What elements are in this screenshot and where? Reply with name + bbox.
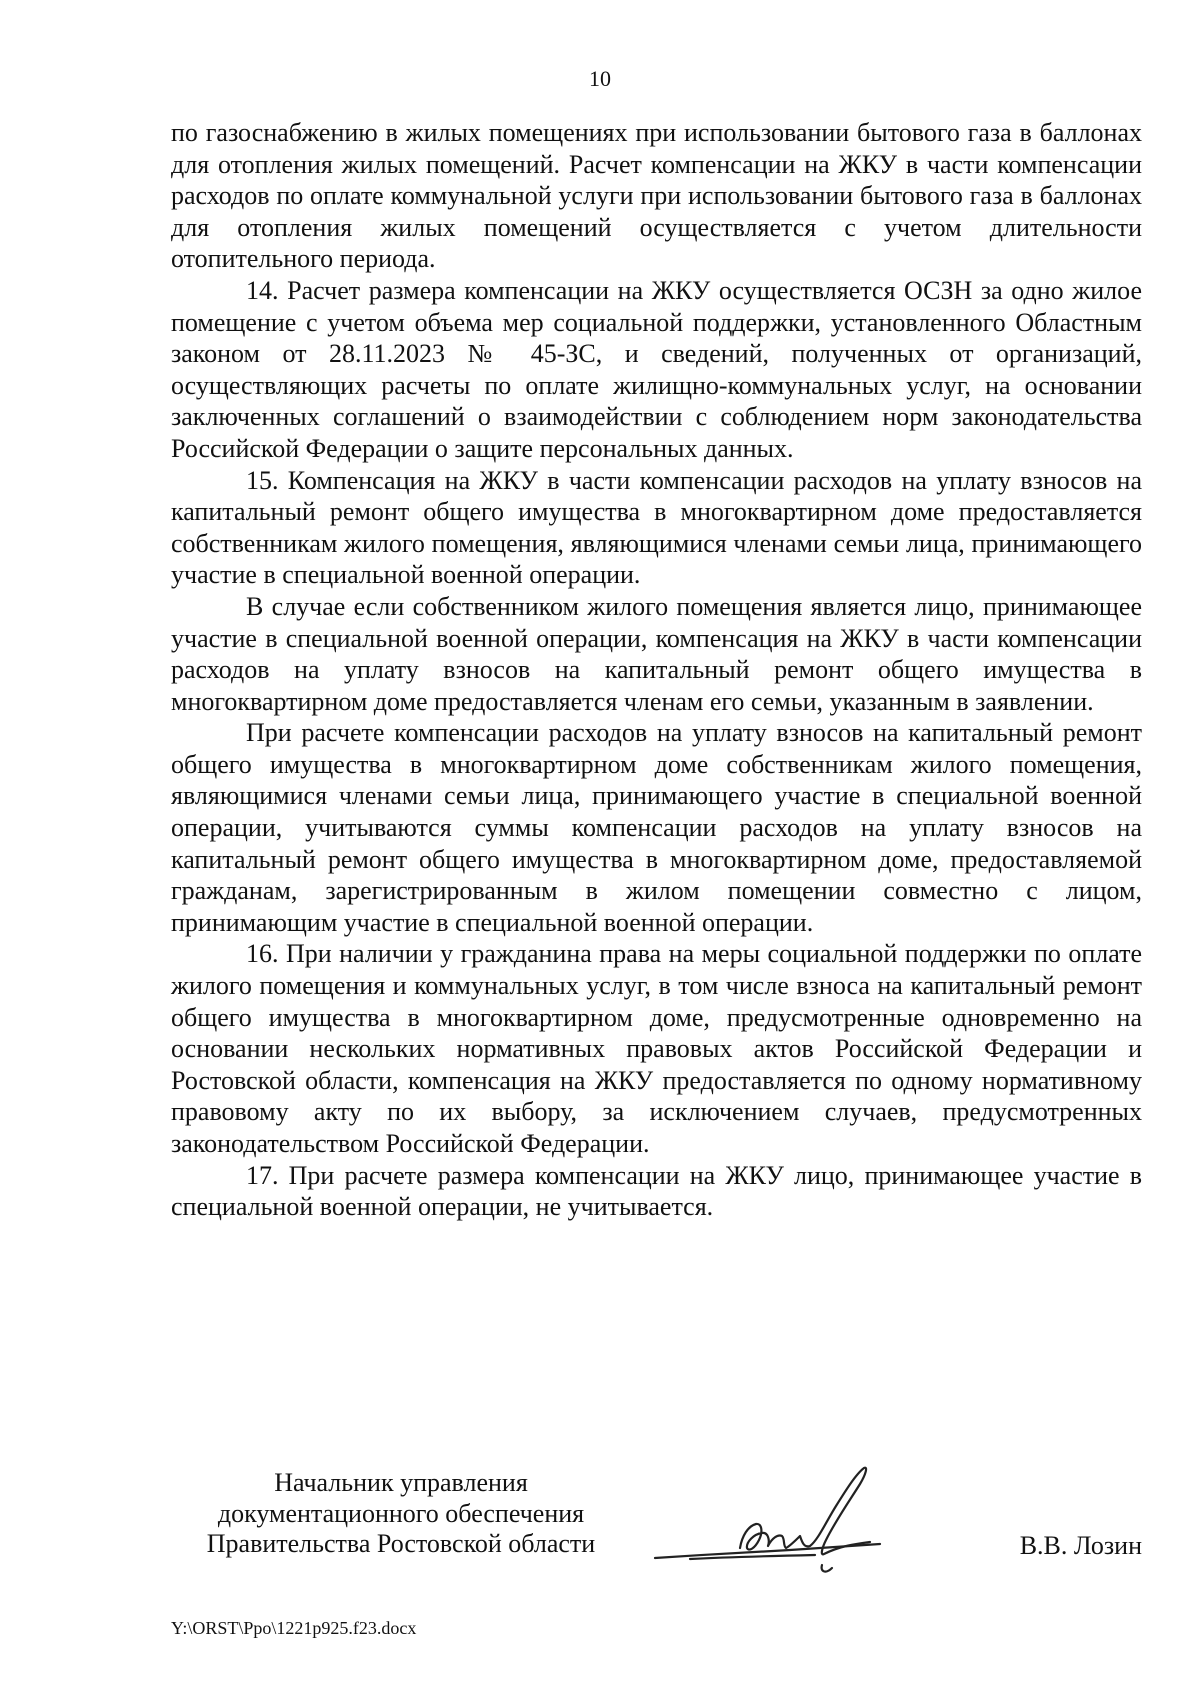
signer-title-line: документационного обеспечения [217,1498,585,1528]
paragraph-item-14: 14. Расчет размера компенсации на ЖКУ осуществляется ОСЗН за одно жилое помещение с учетом объема мер социальной поддержки, установленного Областным законом от 28.11.2023 № 45-ЗС, и сведений, полученных от организаций, осуществляющих расчеты по оплате жилищно-коммунальных услуг, на основании заключенных соглашений о взаимодействии с соблюдением норм законодательства Российской Федерации о защите персональных данных. [171,275,1142,463]
paragraph-item-16: 16. При наличии у гражданина права на меры социальной поддержки по оплате жилого помещения и коммунальных услуг, в том числе взноса на капитальный ремонт общего имущества в многоквартирном доме, предусмотренные одновременно на основании нескольких нормативных правовых актов Российской Федерации и Ростовской области, компенсация на ЖКУ предоставляется по одному нормативному правовому акту по их выбору, за исключением случаев, предусмотренных законодательством Российской Федерации. [171,939,1142,1158]
paragraph-item-15-calculation: При расчете компенсации расходов на уплату взносов на капитальный ремонт общего имущества в многоквартирном доме собственникам жилого помещения, являющимися членами семьи лица, принимающего участие в специальной военной операции, учитываются суммы компенсации расходов на уплату взносов на капитальный ремонт общего имущества в многоквартирном доме, предоставляемой гражданам, зарегистрированным в жилом помещении совместно с лицом, принимающим участие в специальной военной операции. [171,718,1142,937]
handwritten-signature [650,1460,940,1590]
document-body [171,117,1142,1223]
signer-name: В.В. Лозин [1019,1531,1142,1560]
signer-title-line: Начальник управления [274,1468,528,1497]
paragraph-item-15-owner-case: В случае если собственником жилого помещения является лицо, принимающее участие в специальной военной операции, компенсация на ЖКУ в части компенсации расходов на уплату взносов на капитальный ремонт общего имущества в многоквартирном доме предоставляется членам его семьи, указанным в заявлении. [171,591,1142,716]
paragraph-item-15: 15. Компенсация на ЖКУ в части компенсации расходов на уплату взносов на капитальный ремонт общего имущества в многоквартирном доме предоставляется собственникам жилого помещения, являющимися членами семьи лица, принимающего участие в специальной военной операции. [171,465,1142,590]
page-number: 10 [589,66,611,91]
signer-title-block [171,1468,631,1560]
paragraph-item-17: 17. При расчете размера компенсации на ЖКУ лицо, принимающее участие в специальной военной операции, не учитывается. [171,1160,1142,1222]
paragraph-continuation: по газоснабжению в жилых помещениях при использовании бытового газа в баллонах для отопления жилых помещений. Расчет компенсации на ЖКУ в части компенсации расходов по оплате коммунальной услуги при использовании бытового газа в баллонах для отопления жилых помещений осуществляется с учетом длительности отопительного периода. [171,118,1142,274]
file-path: Y:\ORST\Ppo\1221p925.f23.docx [171,1618,417,1638]
signer-title-line: Правительства Ростовской области [206,1529,596,1558]
